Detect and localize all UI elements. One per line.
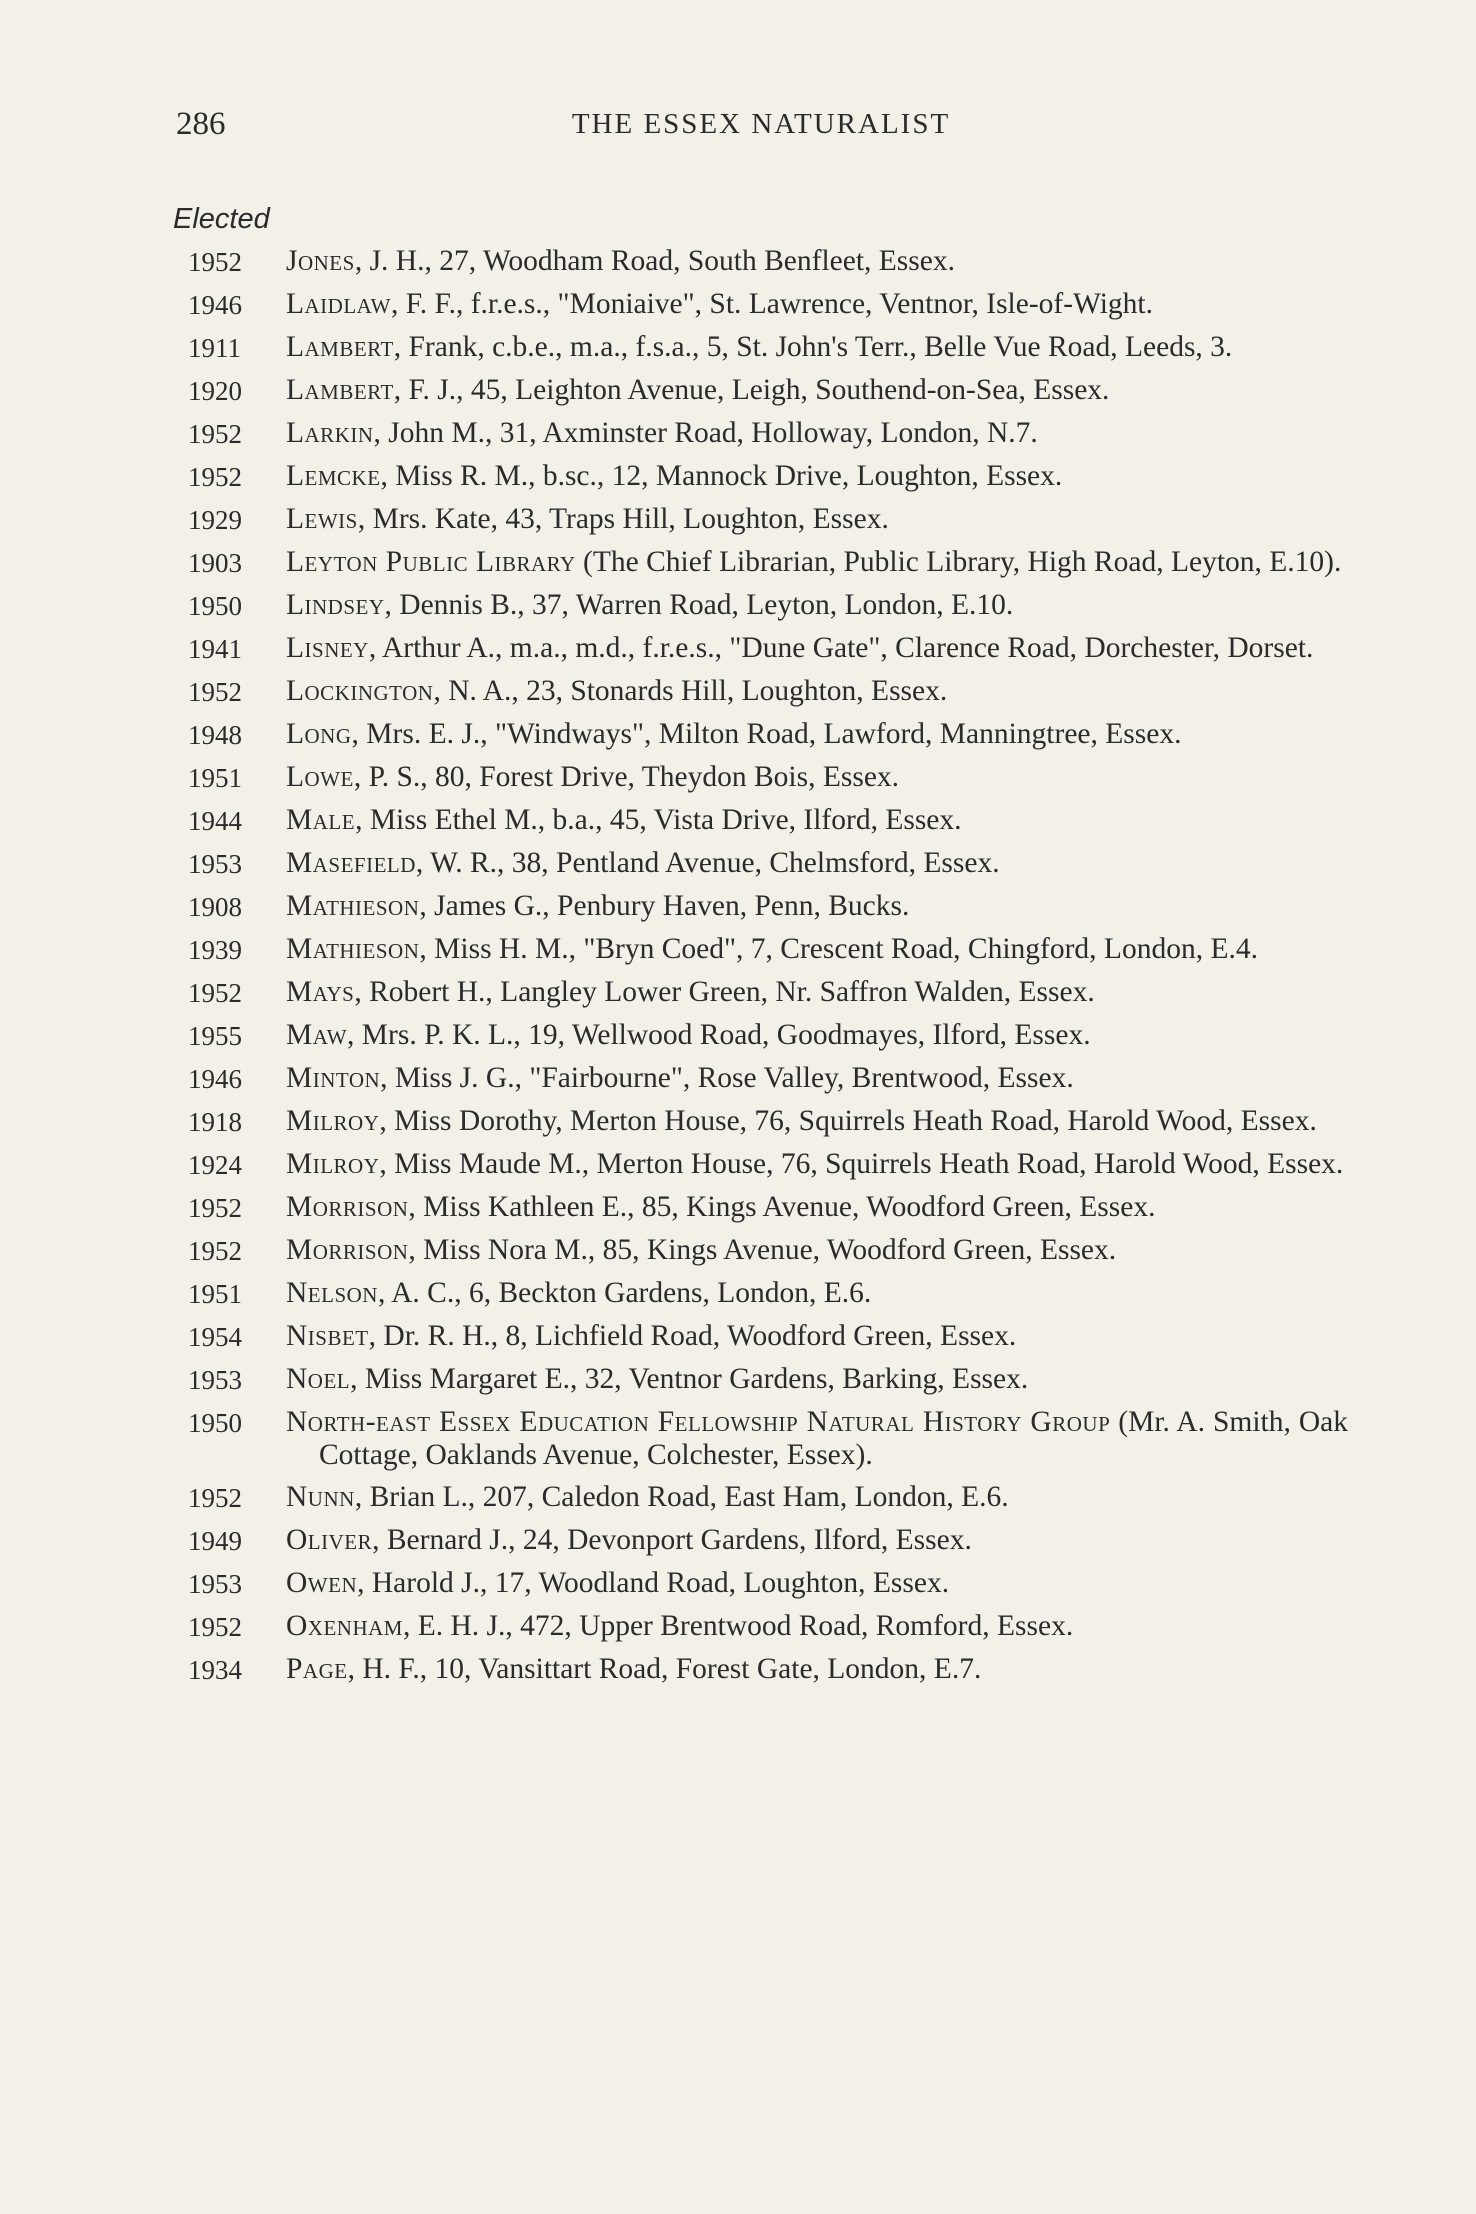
member-name: Oxenham	[286, 1610, 403, 1642]
member-details: , Robert H., Langley Lower Green, Nr. Saffron Walden, Essex.	[354, 976, 1095, 1008]
member-name: Milroy	[286, 1105, 380, 1137]
member-name: Minton	[286, 1062, 381, 1094]
list-item	[188, 1653, 1348, 1687]
election-year: 1953	[188, 849, 242, 879]
member-entry	[286, 890, 1348, 923]
election-year: 1952	[188, 1612, 242, 1642]
member-entry	[286, 288, 1348, 321]
member-details: , Miss J. G., "Fairbourne", Rose Valley, Brentwood, Essex.	[380, 1062, 1074, 1094]
election-year: 1952	[188, 677, 242, 707]
member-details: , A. C., 6, Beckton Gardens, London, E.6.	[377, 1277, 872, 1309]
member-entry	[286, 460, 1348, 493]
list-item	[188, 1481, 1348, 1515]
list-item	[188, 460, 1348, 494]
member-name: Lewis	[286, 503, 358, 535]
list-item	[188, 417, 1348, 451]
member-details: , James G., Penbury Haven, Penn, Bucks.	[419, 890, 910, 922]
list-item	[188, 933, 1348, 967]
list-item	[188, 976, 1348, 1010]
election-year: 1920	[188, 376, 242, 406]
list-item	[188, 1105, 1348, 1139]
member-name: Male	[286, 804, 356, 836]
election-year: 1953	[188, 1569, 242, 1599]
election-year: 1952	[188, 462, 242, 492]
member-name: Masefield	[286, 847, 416, 879]
member-name: Mathieson	[286, 890, 420, 922]
list-item	[188, 1363, 1348, 1397]
member-entry	[286, 1191, 1348, 1224]
election-year: 1948	[188, 720, 242, 750]
member-entry	[286, 1234, 1348, 1267]
member-name: Long	[286, 718, 352, 750]
member-name: Oliver	[286, 1524, 373, 1556]
election-year: 1952	[188, 419, 242, 449]
member-name: Nunn	[286, 1481, 355, 1513]
list-item	[188, 1191, 1348, 1225]
member-name: Noel	[286, 1363, 351, 1395]
member-name: Lambert	[286, 331, 394, 363]
member-name: Nisbet	[286, 1320, 369, 1352]
list-item	[188, 589, 1348, 623]
member-name: North-east Essex Education Fellowship Natural History Group	[286, 1406, 1111, 1438]
member-details: , Miss R. M., b.sc., 12, Mannock Drive, Loughton, Essex.	[380, 460, 1063, 492]
member-entry	[286, 1567, 1348, 1600]
member-details: , E. H. J., 472, Upper Brentwood Road, Romford, Essex.	[402, 1610, 1074, 1642]
page-header	[176, 106, 1346, 146]
list-item	[188, 1406, 1348, 1472]
list-item	[188, 503, 1348, 537]
election-year: 1954	[188, 1322, 242, 1352]
list-item	[188, 1320, 1348, 1354]
page-number: 286	[176, 106, 226, 142]
member-details: , Frank, c.b.e., m.a., f.s.a., 5, St. John's Terr., Belle Vue Road, Leeds, 3.	[393, 331, 1233, 363]
election-year: 1952	[188, 247, 242, 277]
member-entry	[286, 1524, 1348, 1557]
member-entry	[286, 1363, 1348, 1396]
election-year: 1908	[188, 892, 242, 922]
member-details: , Harold J., 17, Woodland Road, Loughton, Essex.	[357, 1567, 950, 1599]
member-details: , Miss H. M., "Bryn Coed", 7, Crescent Road, Chingford, London, E.4.	[419, 933, 1258, 965]
list-item	[188, 1524, 1348, 1558]
member-name: Lambert	[286, 374, 394, 406]
list-item	[188, 675, 1348, 709]
member-name: Owen	[286, 1567, 358, 1599]
member-details: , Dr. R. H., 8, Lichfield Road, Woodford Green, Essex.	[368, 1320, 1017, 1352]
list-item	[188, 1234, 1348, 1268]
list-item	[188, 890, 1348, 924]
member-list	[188, 245, 1348, 1696]
member-details: , Miss Kathleen E., 85, Kings Avenue, Woodford Green, Essex.	[408, 1191, 1156, 1223]
member-name: Jones	[286, 245, 355, 277]
member-name: Morrison	[286, 1234, 409, 1266]
member-entry	[286, 1148, 1348, 1181]
member-entry	[286, 331, 1348, 364]
member-entry	[286, 589, 1348, 622]
list-item	[188, 331, 1348, 365]
election-year: 1952	[188, 1193, 242, 1223]
election-year: 1941	[188, 634, 242, 664]
election-year: 1955	[188, 1021, 242, 1051]
member-name: Lisney	[286, 632, 369, 664]
member-name: Lindsey	[286, 589, 385, 621]
member-entry	[286, 976, 1348, 1009]
list-item	[188, 288, 1348, 322]
member-entry	[286, 1062, 1348, 1095]
list-item	[188, 718, 1348, 752]
member-entry	[286, 1019, 1348, 1052]
election-year: 1944	[188, 806, 242, 836]
member-details: , N. A., 23, Stonards Hill, Loughton, Essex.	[433, 675, 948, 707]
member-entry	[286, 1653, 1348, 1686]
list-item	[188, 1019, 1348, 1053]
election-year: 1924	[188, 1150, 242, 1180]
member-entry	[286, 1277, 1348, 1310]
member-name: Nelson	[286, 1277, 378, 1309]
member-details: , Mrs. E. J., "Windways", Milton Road, Lawford, Manningtree, Essex.	[351, 718, 1182, 750]
election-year: 1903	[188, 548, 242, 578]
list-item	[188, 847, 1348, 881]
member-details: , Bernard J., 24, Devonport Gardens, Ilford, Essex.	[372, 1524, 972, 1556]
member-name: Lockington	[286, 675, 434, 707]
election-year: 1953	[188, 1365, 242, 1395]
running-title: THE ESSEX NATURALIST	[571, 108, 951, 140]
member-entry	[286, 1610, 1348, 1643]
member-details: (Mr. A. Smith, Oak Cottage, Oaklands Avenue, Colchester, Essex).	[319, 1406, 1348, 1471]
election-year: 1946	[188, 1064, 242, 1094]
election-year: 1939	[188, 935, 242, 965]
election-year: 1952	[188, 978, 242, 1008]
member-name: Milroy	[286, 1148, 380, 1180]
member-details: , Miss Margaret E., 32, Ventnor Gardens, Barking, Essex.	[350, 1363, 1029, 1395]
member-name: Leyton Public Library	[286, 546, 576, 578]
member-details: (The Chief Librarian, Public Library, High Road, Leyton, E.10).	[575, 546, 1342, 578]
member-entry	[286, 675, 1348, 708]
election-year: 1911	[188, 333, 241, 363]
list-item	[188, 1148, 1348, 1182]
list-item	[188, 245, 1348, 279]
election-year: 1952	[188, 1483, 242, 1513]
list-item	[188, 1610, 1348, 1644]
election-year: 1949	[188, 1526, 242, 1556]
member-entry	[286, 804, 1348, 837]
member-details: , Brian L., 207, Caledon Road, East Ham, London, E.6.	[354, 1481, 1009, 1513]
member-details: , F. F., f.r.e.s., "Moniaive", St. Lawrence, Ventnor, Isle-of-Wight.	[390, 288, 1153, 320]
member-entry	[286, 632, 1348, 665]
member-details: , P. S., 80, Forest Drive, Theydon Bois, Essex.	[353, 761, 900, 793]
member-name: Morrison	[286, 1191, 409, 1223]
election-year: 1946	[188, 290, 242, 320]
list-item	[188, 804, 1348, 838]
member-details: , Miss Dorothy, Merton House, 76, Squirrels Heath Road, Harold Wood, Essex.	[379, 1105, 1317, 1137]
member-entry	[286, 1105, 1348, 1138]
election-year: 1951	[188, 1279, 242, 1309]
member-name: Maw	[286, 1019, 348, 1051]
member-details: , J. H., 27, Woodham Road, South Benfleet, Essex.	[354, 245, 955, 277]
member-details: , W. R., 38, Pentland Avenue, Chelmsford, Essex.	[415, 847, 1000, 879]
list-item	[188, 632, 1348, 666]
member-entry	[286, 1481, 1348, 1514]
member-details: , Miss Ethel M., b.a., 45, Vista Drive, Ilford, Essex.	[355, 804, 962, 836]
member-details: , Dennis B., 37, Warren Road, Leyton, London, E.10.	[384, 589, 1014, 621]
list-item	[188, 761, 1348, 795]
column-heading-elected: Elected	[173, 203, 270, 235]
member-details: , Arthur A., m.a., m.d., f.r.e.s., "Dune Gate", Clarence Road, Dorchester, Dorset.	[368, 632, 1314, 664]
member-entry	[286, 933, 1348, 966]
member-details: , John M., 31, Axminster Road, Holloway, London, N.7.	[373, 417, 1038, 449]
member-name: Lemcke	[286, 460, 381, 492]
list-item	[188, 1277, 1348, 1311]
member-entry	[286, 1406, 1348, 1472]
member-entry	[286, 245, 1348, 278]
member-details: , Mrs. P. K. L., 19, Wellwood Road, Goodmayes, Ilford, Essex.	[347, 1019, 1091, 1051]
election-year: 1951	[188, 763, 242, 793]
list-item	[188, 1567, 1348, 1601]
list-item	[188, 546, 1348, 580]
list-item	[188, 374, 1348, 408]
member-details: , Miss Maude M., Merton House, 76, Squirrels Heath Road, Harold Wood, Essex.	[379, 1148, 1344, 1180]
member-entry	[286, 718, 1348, 751]
member-details: , Mrs. Kate, 43, Traps Hill, Loughton, Essex.	[357, 503, 889, 535]
election-year: 1950	[188, 591, 242, 621]
member-name: Mathieson	[286, 933, 420, 965]
member-entry	[286, 417, 1348, 450]
member-name: Laidlaw	[286, 288, 391, 320]
member-entry	[286, 374, 1348, 407]
member-entry	[286, 761, 1348, 794]
member-entry	[286, 1320, 1348, 1353]
member-name: Mays	[286, 976, 355, 1008]
member-details: , Miss Nora M., 85, Kings Avenue, Woodford Green, Essex.	[408, 1234, 1117, 1266]
member-name: Larkin	[286, 417, 374, 449]
member-details: , H. F., 10, Vansittart Road, Forest Gate, London, E.7.	[347, 1653, 982, 1685]
member-details: , F. J., 45, Leighton Avenue, Leigh, Southend-on-Sea, Essex.	[393, 374, 1110, 406]
election-year: 1952	[188, 1236, 242, 1266]
list-item	[188, 1062, 1348, 1096]
election-year: 1918	[188, 1107, 242, 1137]
election-year: 1950	[188, 1408, 242, 1438]
member-entry	[286, 546, 1348, 579]
election-year: 1934	[188, 1655, 242, 1685]
election-year: 1929	[188, 505, 242, 535]
member-entry	[286, 847, 1348, 880]
member-name: Page	[286, 1653, 348, 1685]
member-entry	[286, 503, 1348, 536]
member-name: Lowe	[286, 761, 354, 793]
